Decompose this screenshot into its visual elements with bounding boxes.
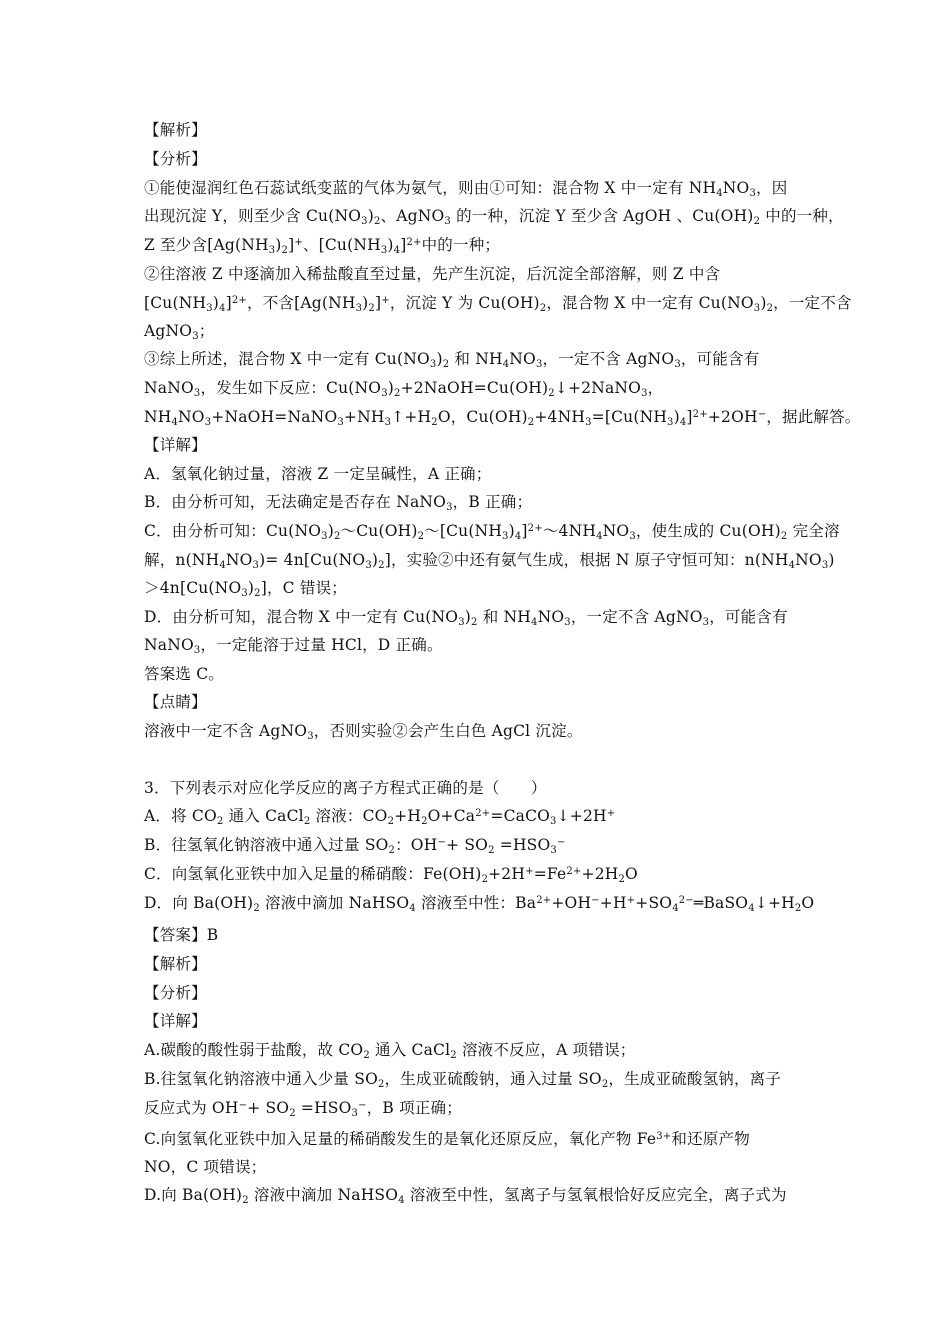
- text-line: NaNO$_3$，发生如下反应：$Cu(NO_3)_2+2NaOH=Cu(OH)_2↓+2NaNO_3$，: [144, 379, 664, 399]
- text-line: 3．下列表示对应化学反应的离子方程式正确的是（ ）: [144, 779, 547, 797]
- text-line: 【分析】: [144, 150, 207, 168]
- text-line: C.向氢氧化亚铁中加入足量的稀硝酸发生的是氧化还原反应，氧化产物 $Fe^{3+}$和还原产物: [144, 1130, 750, 1148]
- text-line: B.往氢氧化钠溶液中通入少量 $SO_2$，生成亚硫酸钠，通入过量 $SO_2$，生成亚硫酸氢钠，离子: [144, 1070, 782, 1090]
- text-line: 解，$n(NH_4NO_3)= 4n[Cu(NO_3)_2]$，实验②中还有氨气生成，根据 N 原子守恒可知：$n(NH_4NO_3)$: [144, 551, 835, 571]
- text-line: 【详解】: [144, 1012, 207, 1030]
- text-line: $[Cu(NH_3)_4]^{2+}$，不含$[Ag(NH_3)_2]^+$，沉淀 Y 为 $Cu(OH)_2$，混合物 X 中一定有 $Cu(NO_3)_2$，一定不含: [144, 294, 852, 314]
- text-line: 【点睛】: [144, 693, 207, 711]
- text-line: 溶液中一定不含 AgNO$_3$，否则实验②会产生白色 AgCl 沉淀。: [144, 722, 583, 742]
- text-line: D．由分析可知，混合物 X 中一定有 $Cu(NO_3)_2$ 和 $NH_4NO_3$，一定不含 AgNO$_3$，可能含有: [144, 608, 788, 628]
- text-line: B．由分析可知，无法确定是否存在 NaNO$_3$，B 正确；: [144, 493, 533, 513]
- text-line: NaNO$_3$，一定能溶于过量 HCl，D 正确。: [144, 636, 443, 656]
- text-line: 【分析】: [144, 984, 207, 1002]
- text-line: 【解析】: [144, 121, 207, 139]
- text-line: ②往溶液 Z 中逐滴加入稀盐酸直至过量，先产生沉淀，后沉淀全部溶解，则 Z 中含: [144, 265, 721, 283]
- text-line: A．氢氧化钠过量，溶液 Z 一定呈碱性，A 正确；: [144, 465, 492, 483]
- text-line: $NH_4NO_3+NaOH=NaNO_3+NH_3↑+H_2O$，$Cu(OH)_2+4NH_3=[Cu(NH_3)_4]^{2+}+2OH^-$，据此解答。: [144, 408, 861, 428]
- text-line: ③综上所述，混合物 X 中一定有 $Cu(NO_3)_2$ 和 $NH_4NO_3$，一定不含 AgNO$_3$，可能含有: [144, 350, 760, 370]
- text-line: AgNO$_3$；: [144, 322, 215, 342]
- text-line: C．由分析可知：$Cu(NO_3)_2\sim Cu(OH)_2\sim[Cu(NH_3)_4]^{2+}\sim 4NH_4NO_3$，使生成的 $Cu(OH)_2$ 完全溶: [144, 522, 840, 542]
- text-line: 反应式为 $OH^-+ SO_2 =HSO_3^-$，B 项正确；: [144, 1099, 462, 1119]
- text-line: D.向 $Ba(OH)_2$ 溶液中滴加 NaHSO$_4$ 溶液至中性，氢离子与氢氧根恰好反应完全，离子式为: [144, 1186, 787, 1206]
- text-line: C．向氢氧化亚铁中加入足量的稀硝酸：$Fe(OH)_2+2H^+=Fe^{2+}+2H_2O$: [144, 865, 638, 885]
- text-line: NO，C 项错误；: [144, 1158, 267, 1176]
- text-line: 【详解】: [144, 436, 207, 454]
- text-line: 答案选 C。: [144, 665, 224, 683]
- text-line: 出现沉淀 Y，则至少含 $Cu(NO_3)_2$、AgNO$_3$ 的一种，沉淀 Y 至少含 AgOH 、$Cu(OH)_2$ 中的一种，: [144, 207, 844, 227]
- text-line: A．将 $CO_2$ 通入 CaCl$_2$ 溶液：$CO_2+H_2O+Ca^{2+}=CaCO_3↓+2H^+$: [144, 807, 616, 827]
- text-line: B．往氢氧化钠溶液中通入过量 $SO_2$：$OH^-+ SO_2 =HSO_3^-$: [144, 836, 566, 856]
- text-line: A.碳酸的酸性弱于盐酸，故 $CO_2$ 通入 CaCl$_2$ 溶液不反应，A 项错误；: [144, 1041, 636, 1061]
- text-line: ①能使湿润红色石蕊试纸变蓝的气体为氨气，则由①可知：混合物 X 中一定有 $NH_4NO_3$，因: [144, 179, 788, 199]
- text-line: 【解析】: [144, 955, 207, 973]
- text-line: Z 至少含$[Ag(NH_3)_2]^+$、$[Cu(NH_3)_4]^{2+}$中的一种；: [144, 236, 501, 256]
- text-line: $>4n[Cu(NO_3)_2]$，C 错误；: [144, 579, 347, 599]
- text-line: D．向 $Ba(OH)_2$ 溶液中滴加 NaHSO$_4$ 溶液至中性：$Ba^{2+}+OH^-+H^++SO_4^{2-}═BaSO_4↓+H_2O$: [144, 894, 815, 914]
- text-line: 【答案】B: [144, 926, 219, 944]
